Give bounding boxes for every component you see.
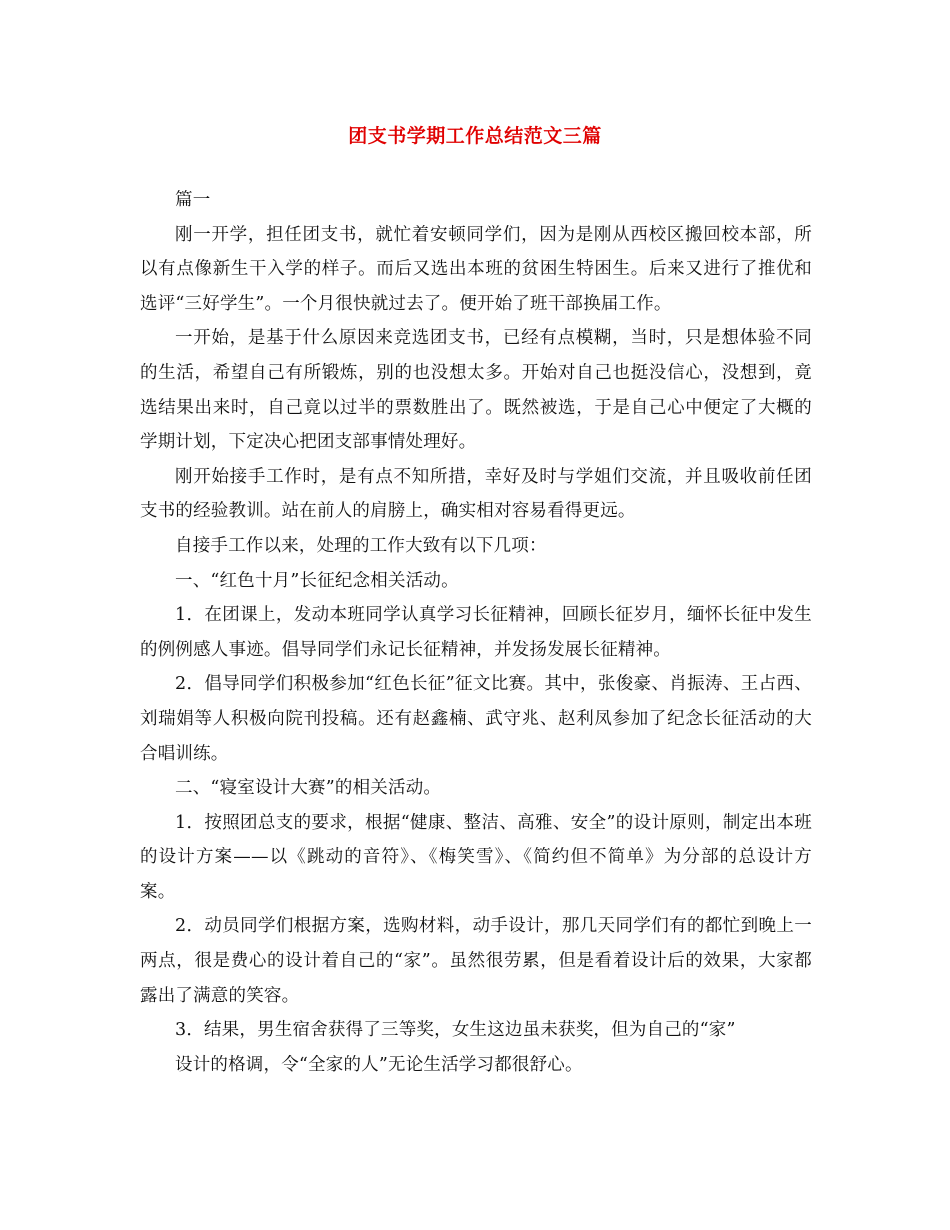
section-heading: 篇一 — [175, 190, 211, 210]
document-title: 团支书学期工作总结范文三篇 — [348, 125, 602, 147]
list-item: 1．在团课上，发动本班同学认真学习长征精神，回顾长征岁月，缅怀长征中发生的例例感人事迹。倡导同学们永记长征精神，并发扬发展长征精神。 — [140, 605, 812, 660]
paragraph: 一开始，是基于什么原因来竞选团支书，已经有点模糊，当时，只是想体验不同的生活，希望自己有所锻炼，别的也没想太多。开始对自己也挺没信心，没想到，竟选结果出来时，自己竟以过半的票数胜出了。既然被选，于是自己心中便定了大概的学期计划，下定决心把团支部事情处理好。 — [140, 328, 812, 453]
list-item: 1．按照团总支的要求，根据“健康、整洁、高雅、安全”的设计原则，制定出本班的设计方案——以《跳动的音符》、《梅笑雪》、《简约但不简单》为分部的总设计方案。 — [140, 812, 812, 902]
list-heading: 二、“寝室设计大赛”的相关活动。 — [175, 778, 442, 799]
list-item: 2．动员同学们根据方案，选购材料，动手设计，那几天同学们有的都忙到晚上一两点，很是费心的设计着自己的“家”。虽然很劳累，但是看着设计后的效果，大家都露出了满意的笑容。 — [140, 916, 812, 1006]
list-item: 3．结果，男生宿舍获得了三等奖，女生这边虽未获奖，但为自己的“家” — [175, 1020, 736, 1041]
paragraph: 自接手工作以来，处理的工作大致有以下几项： — [175, 535, 547, 556]
list-item: 2．倡导同学们积极参加“红色长征”征文比赛。其中，张俊豪、肖振涛、王占西、刘瑞娟等人积极向院刊投稿。还有赵鑫楠、武守兆、赵利凤参加了纪念长征活动的大合唱训练。 — [140, 674, 812, 764]
paragraph: 刚开始接手工作时，是有点不知所措，幸好及时与学姐们交流，并且吸收前任团支书的经验教训。站在前人的肩膀上，确实相对容易看得更远。 — [140, 466, 812, 522]
list-heading: 一、“红色十月”长征纪念相关活动。 — [175, 570, 459, 591]
document-body — [140, 183, 812, 1082]
paragraph-continuation: 设计的格调，令“全家的人”无论生活学习都很舒心。 — [175, 1054, 583, 1075]
paragraph: 刚一开学，担任团支书，就忙着安顿同学们，因为是刚从西校区搬回校本部，所以有点像新生干入学的样子。而后又选出本班的贫困生特困生。后来又进行了推优和选评“三好学生”。一个月很快就过去了。便开始了班干部换届工作。 — [140, 224, 812, 314]
